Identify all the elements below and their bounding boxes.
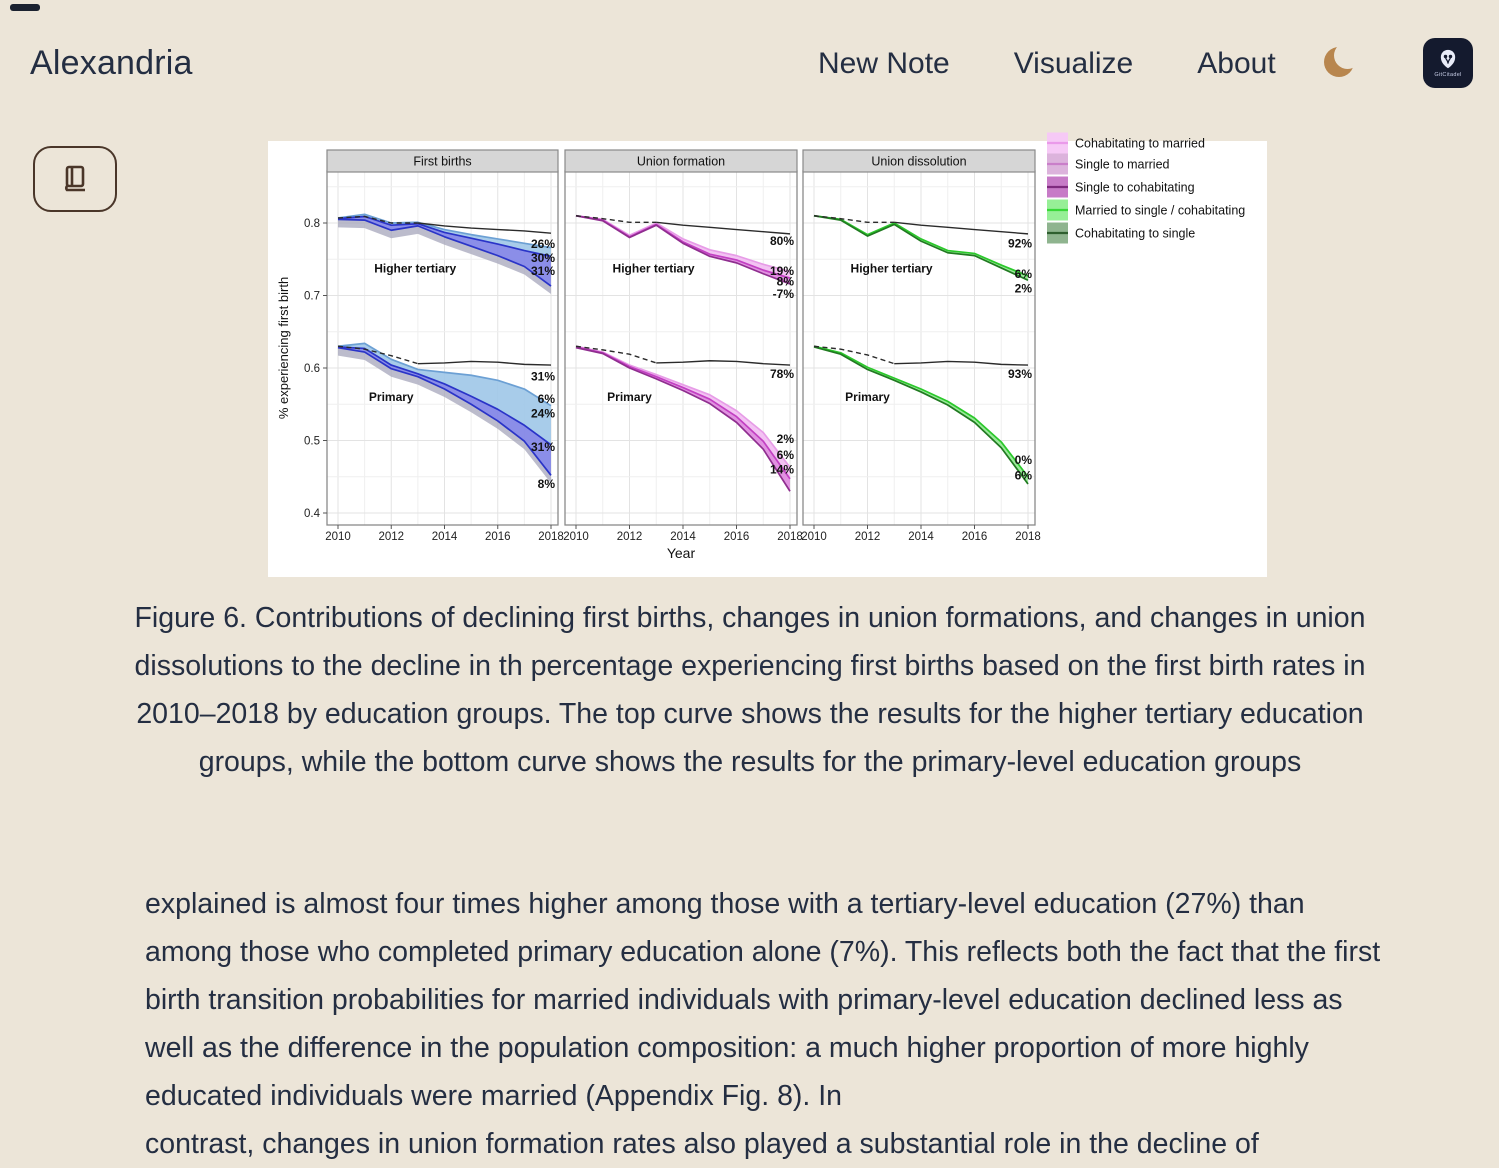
svg-text:2018: 2018 xyxy=(1015,531,1041,543)
figure-6-image xyxy=(268,136,1267,577)
legend-item-label: Single to married xyxy=(1075,157,1170,172)
svg-text:0.6: 0.6 xyxy=(304,363,320,375)
svg-text:2010: 2010 xyxy=(801,531,827,543)
nav-new-note[interactable]: New Note xyxy=(818,47,950,80)
percent-label: 93% xyxy=(1007,366,1032,381)
percent-label: 6% xyxy=(1014,468,1032,483)
percent-label: 80% xyxy=(769,234,794,249)
svg-text:0.8: 0.8 xyxy=(304,218,320,230)
percent-label: 2% xyxy=(1014,281,1032,296)
gitcitadel-app-icon[interactable] xyxy=(1423,38,1473,88)
percent-label: 8% xyxy=(776,274,794,289)
percent-label: 6% xyxy=(1014,266,1032,281)
svg-text:2014: 2014 xyxy=(431,531,458,543)
panel-title: Union formation xyxy=(636,154,726,169)
percent-label: 31% xyxy=(530,369,555,384)
app-title: Alexandria xyxy=(30,44,193,82)
svg-text:2016: 2016 xyxy=(484,531,511,543)
figure-caption: Figure 6. Contributions of declining first births, changes in union formations, and changes in union dissolutions to the decline in th percentage experiencing first births based on the first birth rates in 2010–2018 by education groups. The top curve shows the results for the higher tertiary education groups, while the bottom curve shows the results for the primary-level education groups xyxy=(134,602,1366,778)
figure-chart-svg xyxy=(268,136,1267,577)
svg-text:2010: 2010 xyxy=(325,531,351,543)
legend-item-label: Married to single / cohabitating xyxy=(1075,203,1246,218)
svg-text:2012: 2012 xyxy=(378,531,405,543)
svg-text:2016: 2016 xyxy=(961,531,988,543)
dark-mode-toggle[interactable] xyxy=(1324,44,1360,80)
moon-icon xyxy=(1324,47,1354,77)
group-label: Higher tertiary xyxy=(850,261,933,276)
percent-label: 8% xyxy=(537,477,555,491)
window-artifact-dash xyxy=(10,4,40,11)
svg-text:0.4: 0.4 xyxy=(304,508,320,520)
group-label: Primary xyxy=(607,390,652,404)
percent-label: 24% xyxy=(530,406,555,421)
gitcitadel-logo-icon xyxy=(1435,49,1461,71)
gitcitadel-label: GitCitadel xyxy=(1434,71,1462,78)
nav-visualize[interactable]: Visualize xyxy=(1013,47,1134,80)
svg-text:2014: 2014 xyxy=(908,531,934,543)
reader-mode-button[interactable] xyxy=(33,146,117,212)
book-icon xyxy=(56,160,94,198)
panel-title: First births xyxy=(413,154,472,169)
group-label: Higher tertiary xyxy=(612,261,695,276)
legend-item-label: Cohabitating to married xyxy=(1075,136,1205,151)
article-text xyxy=(145,880,1395,1168)
svg-text:2010: 2010 xyxy=(563,531,589,543)
legend-item-label: Single to cohabitating xyxy=(1075,180,1195,195)
percent-label: 30% xyxy=(530,250,555,265)
group-label: Higher tertiary xyxy=(374,261,457,276)
svg-text:2018: 2018 xyxy=(777,531,803,543)
y-axis-label: % experiencing first birth xyxy=(276,276,291,420)
svg-text:2012: 2012 xyxy=(616,531,643,543)
percent-label: 78% xyxy=(769,366,794,381)
svg-text:0.7: 0.7 xyxy=(304,290,320,303)
legend-item-label: Cohabitating to single xyxy=(1075,226,1196,241)
nav-about[interactable]: About xyxy=(1197,47,1276,80)
svg-text:2018: 2018 xyxy=(538,531,564,543)
percent-label: 6% xyxy=(776,448,794,462)
percent-label: 0% xyxy=(1014,453,1032,468)
svg-text:2012: 2012 xyxy=(854,531,881,543)
percent-label: 6% xyxy=(537,392,555,407)
percent-label: 14% xyxy=(769,462,794,477)
svg-text:2016: 2016 xyxy=(723,531,750,543)
percent-label: -7% xyxy=(772,287,794,302)
svg-text:2014: 2014 xyxy=(670,531,696,543)
svg-text:0.5: 0.5 xyxy=(304,435,320,448)
top-nav xyxy=(818,47,1276,81)
article-partial-line: contrast, changes in union formation rates also played a substantial role in the decline of xyxy=(145,1128,1259,1160)
percent-label: 31% xyxy=(530,263,555,278)
percent-label: 26% xyxy=(530,237,555,252)
group-label: Primary xyxy=(845,390,890,404)
article-paragraph: explained is almost four times higher among those with a tertiary-level education (27%) than among those who completed primary education alone (7%). This reflects both the fact that the first birth transition probabilities for married individuals with primary-level education declined less as well as the difference in the population composition: a much higher proportion of more highly educated individuals were married (Appendix Fig. 8). In xyxy=(145,888,1381,1112)
percent-label: 19% xyxy=(769,263,794,278)
percent-label: 31% xyxy=(530,440,555,455)
percent-label: 2% xyxy=(776,432,794,447)
group-label: Primary xyxy=(368,390,414,404)
x-axis-label: Year xyxy=(666,545,696,561)
percent-label: 92% xyxy=(1007,236,1032,251)
panel-title: Union dissolution xyxy=(871,154,967,169)
